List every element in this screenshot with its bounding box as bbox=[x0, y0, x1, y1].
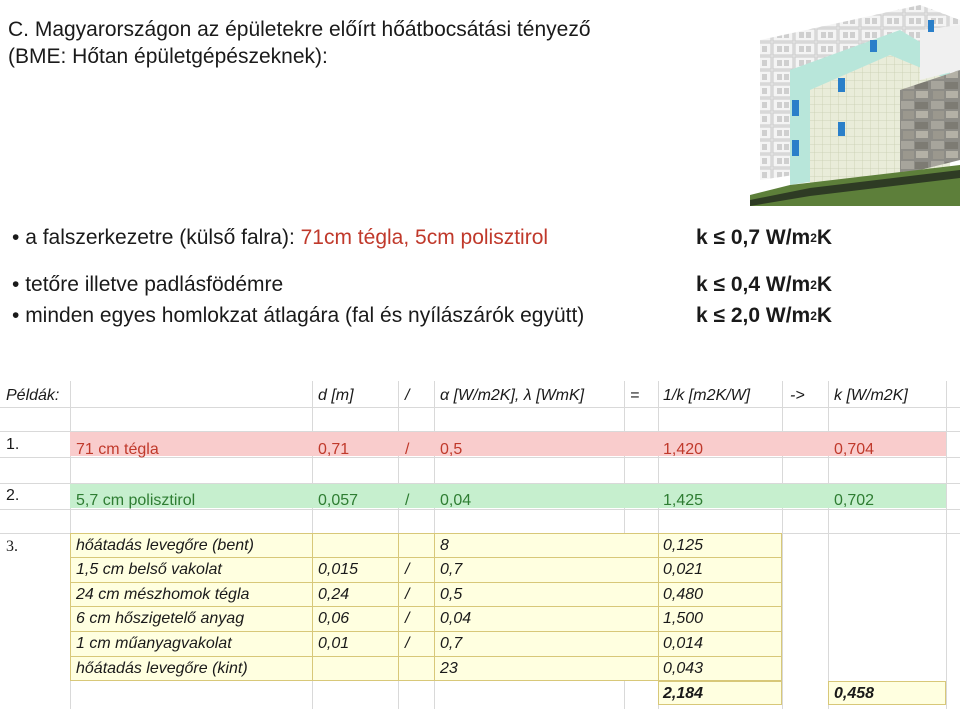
wall-text-highlight: 71cm tégla, 5cm polisztirol bbox=[300, 226, 549, 249]
layer-5-resistance: 0,014 bbox=[663, 635, 704, 652]
requirement-roof-value bbox=[696, 273, 832, 297]
example-1-thickness: 0,71 bbox=[318, 441, 350, 458]
requirement-wall-value bbox=[696, 226, 832, 250]
header-equals: = bbox=[630, 387, 640, 404]
requirement-roof-text: • tetőre illetve padlásfödémre bbox=[12, 273, 284, 296]
header-k-value: k [W/m2K] bbox=[834, 387, 908, 404]
layer-3-slash: / bbox=[405, 586, 410, 603]
example-2-slash: / bbox=[405, 492, 410, 509]
layer-3-lambda: 0,5 bbox=[440, 586, 463, 603]
layer-6-name: hőátadás levegőre (kint) bbox=[76, 660, 248, 677]
header-examples: Példák: bbox=[6, 387, 60, 404]
layer-1-lambda: 8 bbox=[440, 537, 449, 554]
layer-4-name: 6 cm hőszigetelő anyag bbox=[76, 610, 245, 627]
header-arrow: -> bbox=[790, 387, 805, 404]
wall-insulation-illustration bbox=[750, 0, 960, 206]
layer-5-name: 1 cm műanyagvakolat bbox=[76, 635, 232, 652]
layer-3-resistance: 0,480 bbox=[663, 586, 704, 603]
requirement-facade-text: • minden egyes homlokzat átlagára (fal és nyílászárók együtt) bbox=[12, 304, 585, 327]
layer-4-lambda: 0,04 bbox=[440, 610, 472, 627]
wall-value-suffix: K bbox=[816, 226, 833, 249]
example-3-layers bbox=[70, 533, 782, 681]
requirement-facade-value bbox=[696, 304, 832, 328]
requirement-facade bbox=[8, 304, 958, 332]
example-1-lambda: 0,5 bbox=[440, 441, 463, 458]
layer-3-name: 24 cm mészhomok tégla bbox=[76, 586, 250, 603]
example-1-k: 0,704 bbox=[834, 441, 875, 458]
example-2-lambda: 0,04 bbox=[440, 492, 472, 509]
example-1-row bbox=[70, 432, 946, 456]
layer-4-thickness: 0,06 bbox=[318, 610, 350, 627]
requirement-wall-text: • a falszerkezetre (külső falra): 71cm tégla, 5cm polisztirol bbox=[12, 226, 549, 249]
facade-value-prefix: k ≤ 2,0 W/m bbox=[696, 304, 811, 327]
example-2-thickness: 0,057 bbox=[318, 492, 359, 509]
layer-1-resistance: 0,125 bbox=[663, 537, 704, 554]
layer-4-resistance: 1,500 bbox=[663, 610, 704, 627]
layer-2-slash: / bbox=[405, 561, 410, 578]
wall-text-plain: a falszerkezetre (külső falra): bbox=[25, 226, 301, 249]
sum-k-value: 0,458 bbox=[834, 685, 875, 702]
header-conductivity: α [W/m2K], λ [WmK] bbox=[440, 387, 585, 404]
title-line-2: (BME: Hőtan épületgépészeknek): bbox=[8, 45, 328, 68]
layer-3-thickness: 0,24 bbox=[318, 586, 350, 603]
example-1-number: 1. bbox=[6, 436, 20, 453]
header-slash: / bbox=[405, 387, 410, 404]
facade-text: minden egyes homlokzat átlagára (fal és nyílászárók együtt) bbox=[25, 304, 585, 327]
wall-value-prefix: k ≤ 0,7 W/m bbox=[696, 226, 811, 249]
layer-6-resistance: 0,043 bbox=[663, 660, 704, 677]
example-3-number: 3. bbox=[6, 538, 18, 555]
requirement-wall bbox=[8, 226, 958, 254]
layer-4-slash: / bbox=[405, 610, 410, 627]
layer-1-name: hőátadás levegőre (bent) bbox=[76, 537, 254, 554]
layer-2-resistance: 0,021 bbox=[663, 561, 704, 578]
example-2-resistance: 1,425 bbox=[663, 492, 704, 509]
header-thickness: d [m] bbox=[318, 387, 354, 404]
example-1-slash: / bbox=[405, 441, 410, 458]
layer-5-lambda: 0,7 bbox=[440, 635, 463, 652]
calculation-sheet bbox=[0, 381, 960, 709]
layer-5-thickness: 0,01 bbox=[318, 635, 350, 652]
roof-text: tetőre illetve padlásfödémre bbox=[25, 273, 284, 296]
requirement-roof bbox=[8, 273, 958, 301]
roof-value-prefix: k ≤ 0,4 W/m bbox=[696, 273, 811, 296]
example-1-resistance: 1,420 bbox=[663, 441, 704, 458]
example-1-name: 71 cm tégla bbox=[76, 441, 159, 458]
layer-2-thickness: 0,015 bbox=[318, 561, 359, 578]
slide-title bbox=[8, 16, 591, 70]
sum-resistance: 2,184 bbox=[663, 685, 704, 702]
roof-value-exp: 2 bbox=[810, 278, 817, 292]
example-2-number: 2. bbox=[6, 487, 20, 504]
facade-value-exp: 2 bbox=[810, 309, 817, 323]
facade-value-suffix: K bbox=[816, 304, 833, 327]
example-2-k: 0,702 bbox=[834, 492, 875, 509]
header-resistance: 1/k [m2K/W] bbox=[663, 387, 751, 404]
layer-5-slash: / bbox=[405, 635, 410, 652]
layer-6-lambda: 23 bbox=[440, 660, 458, 677]
roof-value-suffix: K bbox=[816, 273, 833, 296]
title-line-1: C. Magyarországon az épületekre előírt hőátbocsátási tényező bbox=[8, 18, 591, 41]
layer-2-lambda: 0,7 bbox=[440, 561, 463, 578]
wall-value-exp: 2 bbox=[810, 231, 817, 245]
example-2-name: 5,7 cm polisztirol bbox=[76, 492, 196, 509]
layer-2-name: 1,5 cm belső vakolat bbox=[76, 561, 222, 578]
example-2-row bbox=[70, 484, 946, 508]
